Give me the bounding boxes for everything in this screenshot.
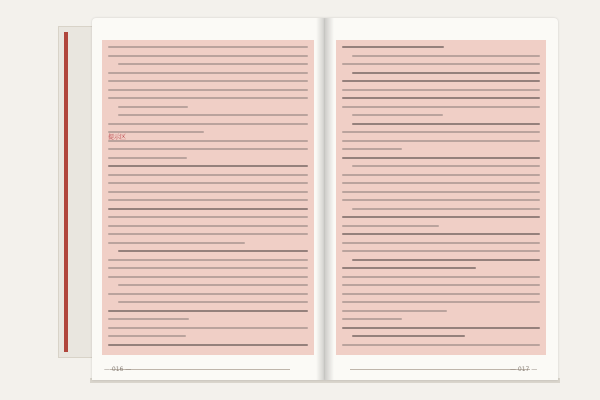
left-text-block	[102, 40, 314, 355]
left-text-line	[108, 97, 308, 99]
left-text-line	[118, 301, 308, 303]
left-text-line	[118, 284, 308, 286]
right-text-line	[342, 250, 540, 252]
book-cover-edge	[64, 32, 68, 352]
right-text-line	[342, 191, 540, 193]
tip-label: 提示区	[108, 134, 127, 141]
right-text-line	[342, 242, 540, 244]
right-text-line	[342, 233, 540, 235]
right-text-line	[352, 72, 540, 74]
left-text-line	[108, 344, 308, 346]
left-text-line	[108, 89, 308, 91]
left-text-line	[108, 327, 308, 329]
left-text-line	[108, 157, 187, 159]
right-text-line	[352, 259, 540, 261]
left-text-line	[108, 310, 308, 312]
right-text-line	[342, 182, 540, 184]
left-text-line	[108, 182, 308, 184]
left-text-line	[108, 191, 308, 193]
left-text-line	[108, 276, 308, 278]
left-text-line	[108, 174, 308, 176]
right-text-line	[342, 344, 540, 346]
right-text-line	[352, 55, 540, 57]
right-text-line	[352, 335, 465, 337]
left-text-line	[108, 165, 308, 167]
right-text-line	[342, 318, 402, 320]
right-text-line	[342, 97, 540, 99]
left-text-line	[108, 46, 308, 48]
right-text-line	[342, 225, 439, 227]
right-text-line	[342, 157, 540, 159]
right-text-line	[352, 123, 540, 125]
right-text-block	[336, 40, 546, 355]
left-text-line	[108, 80, 308, 82]
left-page-number: — 016 —	[104, 366, 132, 373]
right-text-line	[342, 174, 540, 176]
right-text-line	[342, 106, 540, 108]
right-text-line	[342, 293, 540, 295]
right-text-line	[352, 208, 540, 210]
right-text-line	[342, 63, 540, 65]
right-text-line	[342, 301, 540, 303]
left-text-line	[108, 335, 186, 337]
right-text-line	[342, 80, 540, 82]
right-text-line	[342, 89, 540, 91]
left-footer-rule	[110, 369, 290, 370]
right-text-line	[342, 310, 447, 312]
right-text-line	[352, 114, 443, 116]
left-text-line	[108, 267, 308, 269]
left-text-line	[108, 216, 308, 218]
right-text-line	[342, 327, 540, 329]
right-page-number: — 017 —	[510, 366, 538, 373]
left-text-line	[118, 106, 188, 108]
right-footer-rule	[350, 369, 530, 370]
left-text-line	[108, 55, 308, 57]
left-text-line	[118, 250, 308, 252]
left-text-line	[108, 318, 189, 320]
right-text-line	[342, 199, 540, 201]
left-text-line	[108, 199, 308, 201]
right-text-line	[342, 216, 540, 218]
left-text-line	[108, 72, 308, 74]
left-text-line	[118, 63, 308, 65]
right-text-line	[342, 267, 476, 269]
right-text-line	[342, 276, 540, 278]
left-text-line	[108, 208, 308, 210]
left-text-line	[118, 114, 308, 116]
right-text-line	[342, 284, 540, 286]
left-text-line	[108, 242, 245, 244]
left-text-line	[108, 259, 308, 261]
right-text-line	[342, 140, 540, 142]
left-text-line	[108, 293, 308, 295]
left-text-line	[108, 148, 308, 150]
right-text-line	[342, 148, 402, 150]
left-text-line	[108, 233, 308, 235]
left-text-line	[108, 123, 308, 125]
spine	[316, 18, 334, 380]
left-text-line	[108, 140, 308, 142]
right-text-line	[352, 165, 540, 167]
left-text-line	[108, 225, 308, 227]
right-text-line	[342, 46, 444, 48]
right-text-line	[342, 131, 540, 133]
